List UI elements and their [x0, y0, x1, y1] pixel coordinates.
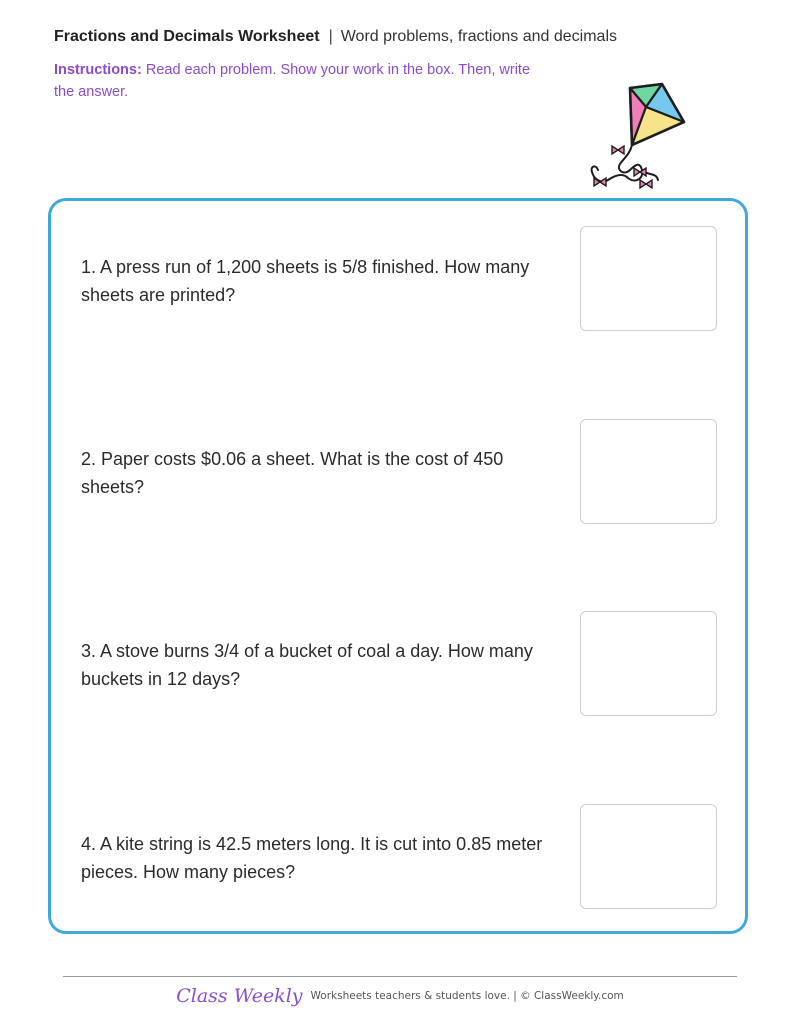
worksheet-subtitle: Word problems, fractions and decimals — [340, 28, 617, 45]
worksheet-title: Fractions and Decimals Worksheet — [54, 28, 320, 45]
kite-icon — [578, 80, 698, 195]
answer-box-1[interactable] — [580, 226, 717, 331]
answer-box-2[interactable] — [580, 419, 717, 524]
problem-4: 4. A kite string is 42.5 meters long. It is cut into 0.85 meter pieces. How many pieces? — [81, 834, 543, 882]
footer-tagline: Worksheets teachers & students love. | © ClassWeekly.com — [310, 990, 624, 1002]
brand-logo: Class Weekly — [176, 985, 303, 1007]
answer-box-3[interactable] — [580, 611, 717, 716]
instructions-label: Instructions: — [54, 62, 142, 78]
problem-1: 1. A press run of 1,200 sheets is 5/8 finished. How many sheets are printed? — [81, 257, 530, 305]
problem-2: 2. Paper costs $0.06 a sheet. What is the cost of 450 sheets? — [81, 449, 504, 497]
header-separator: | — [328, 28, 333, 45]
footer-divider — [63, 976, 737, 977]
footer — [0, 985, 800, 1007]
problem-3: 3. A stove burns 3/4 of a bucket of coal a day. How many buckets in 12 days? — [81, 641, 533, 689]
worksheet-header — [54, 27, 617, 47]
instructions-text: Read each problem. Show your work in the box. Then, write the answer. — [54, 62, 531, 100]
answer-box-4[interactable] — [580, 804, 717, 909]
instructions — [54, 59, 544, 103]
